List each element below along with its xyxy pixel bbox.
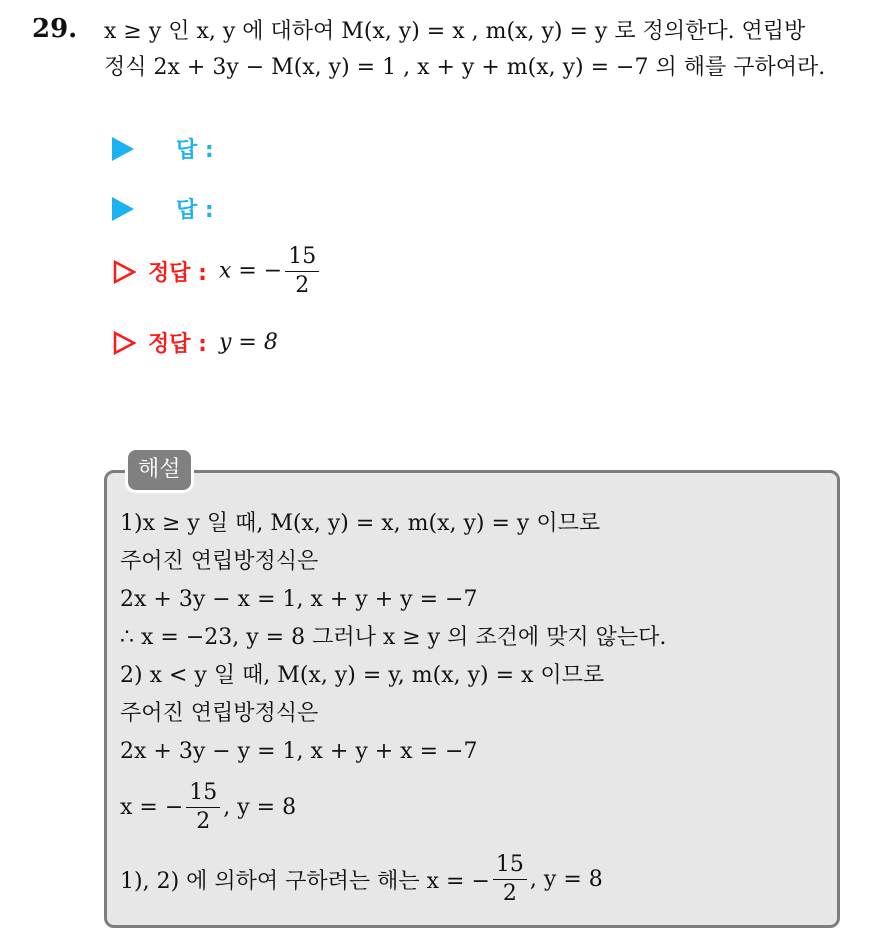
correct-value [219,243,322,300]
outline-triangle-icon [112,331,136,355]
problem-text [104,14,874,86]
solution-line: ∴ x = −23, y = 8 그러나 x ≥ y 의 조건에 맞지 않는다. [120,625,667,650]
outline-triangle-icon [112,260,136,284]
solution-line: 2) x < y 일 때, M(x, y) = y, m(x, y) = x 이므로 [120,663,605,688]
correct-label: 정답 : [148,261,207,286]
problem-line-2: 정식 2x + 3y − M(x, y) = 1 , x + y + m(x, y) = −7 의 해를 구하여라. [104,55,826,80]
correct-label: 정답 : [148,332,207,357]
fraction-numerator: 15 [186,779,220,808]
play-triangle-icon [112,197,134,221]
problem-line-1: x ≥ y 인 x, y 에 대하여 M(x, y) = x , m(x, y) = y 로 정의한다. 연립방 [104,19,806,44]
solution-suffix: , y = 8 [223,794,297,820]
answer-row-2 [112,193,226,224]
fraction-numerator: 15 [493,851,527,880]
solution-conclusion-line [120,843,830,915]
play-triangle-icon [112,137,134,161]
fraction-denominator: 2 [196,808,211,834]
answer-row-1 [112,133,226,164]
solution-line: 주어진 연립방정식은 [120,701,319,726]
fraction [285,243,319,300]
solution-line: 2x + 3y − x = 1, x + y + y = −7 [120,587,478,612]
fraction [186,779,220,836]
solution-body [120,505,830,915]
answer-label: 답 : [176,138,214,163]
fraction-numerator: 15 [285,243,319,272]
correct-prefix: x = − [218,258,283,284]
solution-line: 주어진 연립방정식은 [120,549,319,574]
correct-row-2 [112,327,278,358]
fraction-denominator: 2 [502,880,517,906]
correct-value: y = 8 [218,330,278,355]
solution-prefix: 1), 2) 에 의하여 구하려는 해는 x = − [120,868,490,894]
problem-number: 29. [32,14,78,44]
fraction [493,851,527,908]
fraction-denominator: 2 [295,273,310,298]
solution-badge: 해설 [128,450,191,490]
answer-label: 답 : [176,198,214,223]
solution-line: 1)x ≥ y 일 때, M(x, y) = x, m(x, y) = y 이므로 [120,511,601,536]
solution-line: 2x + 3y − y = 1, x + y + x = −7 [120,739,478,764]
solution-fraction-line [120,771,830,843]
solution-suffix: , y = 8 [529,866,603,892]
correct-row-1 [112,243,322,300]
solution-prefix: x = − [120,794,184,820]
